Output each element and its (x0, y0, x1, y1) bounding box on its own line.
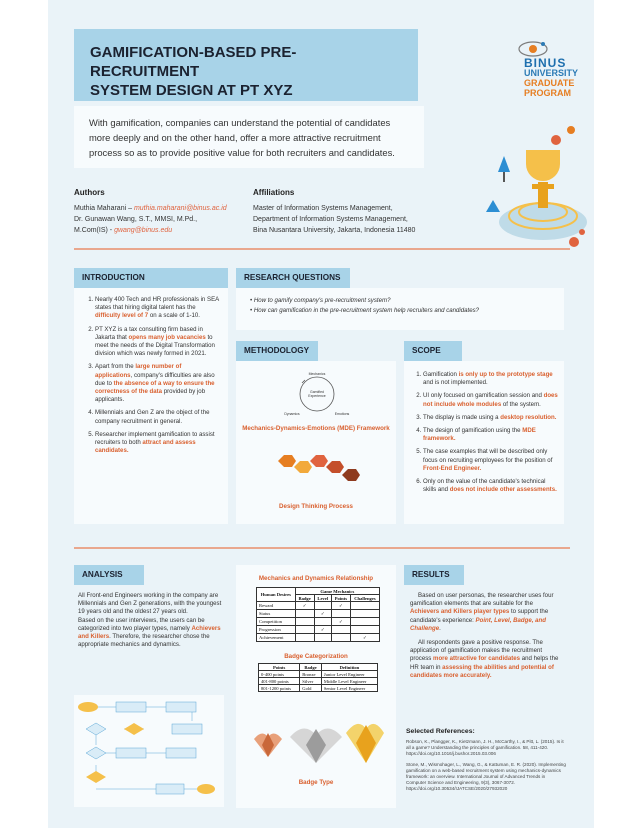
analysis-p2b: Achievers and Killers (78, 624, 221, 641)
mde-cycle-diagram (282, 369, 352, 419)
results-p1 (410, 592, 562, 633)
mdr-check-cell (350, 618, 379, 626)
divider-top (74, 248, 570, 250)
table-row (259, 685, 378, 692)
mdr-check-cell (314, 634, 331, 642)
list-item: 5. Researcher implement gamification to assist recruiters to both attract and assess candidates. (95, 431, 220, 456)
svg-text:Mechanics: Mechanics (308, 372, 326, 376)
badge-cell: Bronze (300, 671, 322, 678)
mdr-check-cell (314, 618, 331, 626)
table-row (257, 618, 380, 626)
table-row (257, 610, 380, 618)
svg-text:Dynamics: Dynamics (284, 412, 300, 416)
logo-binus: BINUS (524, 56, 567, 70)
mdr-col: Challenges (350, 595, 379, 602)
results-p1c: to support the candidate's experience: (410, 608, 549, 624)
mdr-row-label: Reward (257, 602, 296, 610)
badge-col: Definition (321, 664, 377, 671)
mdr-check-cell: ✓ (331, 618, 350, 626)
badge-col: Badge (300, 664, 322, 671)
reference-item: Robson, K., Plangger, K., Kietzmann, J. H., McCarthy, I., & Pitt, L. (2015). Is it all a game? Understanding the principles of gamification. 58, 411-420. https://doi.org/10.1016/j.bushor.2015.03.006 (406, 739, 564, 757)
mdr-check-cell (350, 626, 379, 634)
logo-program: PROGRAM (524, 88, 571, 98)
reference-item: Stone, M., Wismohager, L., Wang, G., & Kattuman, E. R. (2020). Implementing gamification on a web-based recruitment system using mechanics-dynamics framework: an overview. International Journal of Advanced Trends in Computer Science and Engineering, 9(3), 3067-3072. https://doi.org/10.30534/IJATCSE/2020/27932020 (406, 761, 566, 792)
research-questions-list (242, 296, 558, 316)
affiliations-block (253, 188, 473, 236)
analysis-label: ANALYSIS (74, 565, 144, 585)
rq-item: • How can gamification in the pre-recruitment system help recruiters and candidates? (250, 306, 558, 316)
badge-cell: Gold (300, 685, 322, 692)
mdr-check-cell (314, 602, 331, 610)
badge-cat-table (258, 663, 378, 692)
affiliation-line2: Department of Information Systems Management, (253, 216, 408, 223)
badge-cell: Middle Level Engineer (321, 678, 377, 685)
badge-cell: Silver (300, 678, 322, 685)
mdr-row-label: Achievement (257, 634, 296, 642)
badge-cell: Senior Level Engineer (321, 685, 377, 692)
mdr-check-cell: ✓ (350, 634, 379, 642)
author1-email[interactable]: muthia.maharani@binus.ac.id (133, 205, 227, 212)
badge-cell: 0-400 points (259, 671, 300, 678)
gamification-flowchart (74, 695, 224, 807)
intro-statement: With gamification, companies can understand the potential of candidates more deeply and on the other hand, offer a more attractive recruitment process so as to provide positive value for both recruiters and candidates. (74, 106, 424, 168)
table-row (257, 626, 380, 634)
author2-line1: Dr. Gunawan Wang, S.T., MMSI, M.Pd., (74, 216, 198, 223)
mdr-row-label: Competition (257, 618, 296, 626)
mde-caption: Mechanics-Dynamics-Emotions (MDE) Framework (242, 425, 390, 432)
references-heading: Selected References: (406, 728, 475, 735)
results-p1e: . (439, 624, 441, 632)
mdr-col-desires: Human Desires (257, 588, 296, 602)
results-p2b: more attractive for candidates (433, 655, 521, 663)
mdr-check-cell: ✓ (331, 602, 350, 610)
title-box (74, 29, 418, 101)
bronze-badge-icon (254, 733, 282, 757)
silver-badge-icon (290, 728, 342, 763)
list-item: 2. UI only focused on gamification session and does not include whole modules of the system. (423, 392, 558, 408)
authors-heading: Authors (74, 188, 105, 197)
analysis-p2c: . Therefore, the researcher chose the appropriate mechanics and dynamics. (78, 633, 210, 649)
mdr-check-cell (295, 634, 314, 642)
mdr-col: Points (331, 595, 350, 602)
poster (48, 0, 594, 828)
mdr-check-cell (331, 610, 350, 618)
mdr-col: Badge (295, 595, 314, 602)
gold-badge-icon (346, 724, 384, 763)
binus-logo (484, 38, 584, 108)
analysis-p2a: Based on the user interviews, the users can be categorized into two player types, namely (78, 616, 205, 632)
results-p2c: and helps the HR team in (410, 655, 559, 671)
results-p1b: Achievers and Killers player types (410, 608, 510, 616)
mdr-check-cell (295, 626, 314, 634)
mdr-check-cell (331, 634, 350, 642)
rq-item: • How to gamify company's pre-recruitment system? (250, 296, 558, 306)
design-thinking-diagram (274, 453, 362, 493)
table-row (259, 678, 378, 685)
results-p2d: assessing the abilities and potential of candidates more accurately. (410, 663, 554, 679)
author1-name: Muthia Maharani – (74, 205, 132, 212)
divider-middle (74, 547, 570, 549)
authors-block (74, 188, 274, 236)
mdr-check-cell: ✓ (295, 602, 314, 610)
mdr-row-label: Status (257, 610, 296, 618)
trophy-illustration (478, 112, 588, 252)
mdr-check-cell (350, 610, 379, 618)
introduction-list (84, 296, 220, 455)
svg-text:Emotions: Emotions (334, 412, 350, 416)
list-item: 1. Nearly 400 Tech and HR professionals in SEA states that hiring digital talent has the difficulty level of 7 on a scale of 1-10. (95, 296, 220, 321)
research-questions-card (236, 288, 564, 330)
badge-cat-title: Badge Categorization (284, 653, 348, 660)
introduction-card (74, 288, 228, 524)
list-item: 4. Millennials and Gen Z are the object of the company recruitment in general. (95, 409, 220, 425)
logo-university: UNIVERSITY (524, 68, 579, 78)
affiliation-line1: Master of Information Systems Management, (253, 205, 393, 212)
results-text (410, 592, 562, 680)
mdr-check-cell (331, 626, 350, 634)
table-row (259, 671, 378, 678)
author2-email[interactable]: gwang@binus.edu (114, 227, 173, 234)
badge-cell: 401-800 points (259, 678, 300, 685)
references-block (406, 728, 566, 793)
mdr-check-cell: ✓ (314, 610, 331, 618)
affiliations-heading: Affiliations (253, 188, 295, 197)
badge-col: Points (259, 664, 300, 671)
svg-text:Gamified: Gamified (309, 390, 325, 394)
results-label: RESULTS (404, 565, 464, 585)
svg-text:Experience: Experience (308, 394, 326, 398)
mdr-check-cell (350, 602, 379, 610)
scope-card (404, 361, 564, 524)
mdr-check-cell: ✓ (314, 626, 331, 634)
badge-type-icons (250, 715, 384, 775)
affiliation-line3: Bina Nusantara University, Jakarta, Indonesia 11480 (253, 227, 416, 234)
mdr-col-group: Game Mechanics (295, 588, 379, 595)
list-item: 4. The design of gamification using the MDE framework. (423, 427, 558, 443)
analysis-p1: All Front-end Engineers working in the company are Millennials and Gen Z generations, with the youngest 19 years old and the oldest 27 years old. (78, 592, 222, 616)
mdr-title: Mechanics and Dynamics Relationship (258, 575, 374, 582)
list-item: 3. The display is made using a desktop resolution. (423, 414, 558, 422)
badge-type-caption: Badge Type (298, 779, 334, 786)
methodology-card (236, 361, 396, 524)
logo-graduate: GRADUATE (524, 78, 575, 88)
scope-list (412, 371, 558, 494)
mdr-col: Level (314, 595, 331, 602)
badge-cell: 801-1200 points (259, 685, 300, 692)
results-p2a: All respondents gave a positive response. The application of gamification makes the recruitment process (410, 639, 543, 663)
analysis-text (78, 592, 228, 649)
methodology-label: METHODOLOGY (236, 341, 318, 361)
title-line1: GAMIFICATION-BASED PRE-RECRUITMENT (90, 44, 297, 80)
list-item: 1. Gamification is only up to the prototype stage and is not implemented. (423, 371, 558, 387)
list-item: 3. Apart from the large number of applications, company's difficulties are also due to the absence of a way to ensure the correctness of the data provided by job applicants. (95, 363, 220, 404)
title-line2: SYSTEM DESIGN AT PT XYZ (90, 82, 293, 99)
mdr-table (256, 587, 380, 642)
mdr-check-cell (295, 618, 314, 626)
scope-label: SCOPE (404, 341, 462, 361)
list-item: 6. Only on the value of the candidate's technical skills and does not include other assessments. (423, 478, 558, 494)
introduction-label: INTRODUCTION (74, 268, 228, 288)
mdr-row-label: Progression (257, 626, 296, 634)
badge-cell: Junior Level Engineer (321, 671, 377, 678)
results-p1d: Point, Level, Badge, and Challenge (410, 616, 546, 632)
tables-card (236, 565, 396, 808)
dt-caption: Design Thinking Process (279, 503, 353, 510)
results-p1a: Based on user personas, the researcher uses four gamification elements that are suitable for the (410, 592, 554, 608)
mdr-check-cell (295, 610, 314, 618)
list-item: 2. PT XYZ is a tax consulting firm based in Jakarta that opens many job vacancies to meet the needs of the Digital Transformation division which was newly formed in 2021. (95, 326, 220, 359)
table-row (257, 634, 380, 642)
research-questions-label: RESEARCH QUESTIONS (236, 268, 350, 288)
results-p2 (410, 639, 562, 680)
table-row (257, 602, 380, 610)
author2-line2: M.Com(IS) - (74, 227, 113, 234)
list-item: 5. The case examples that will be described only focus on recruiting employees for the position of Front-End Engineer. (423, 448, 558, 473)
